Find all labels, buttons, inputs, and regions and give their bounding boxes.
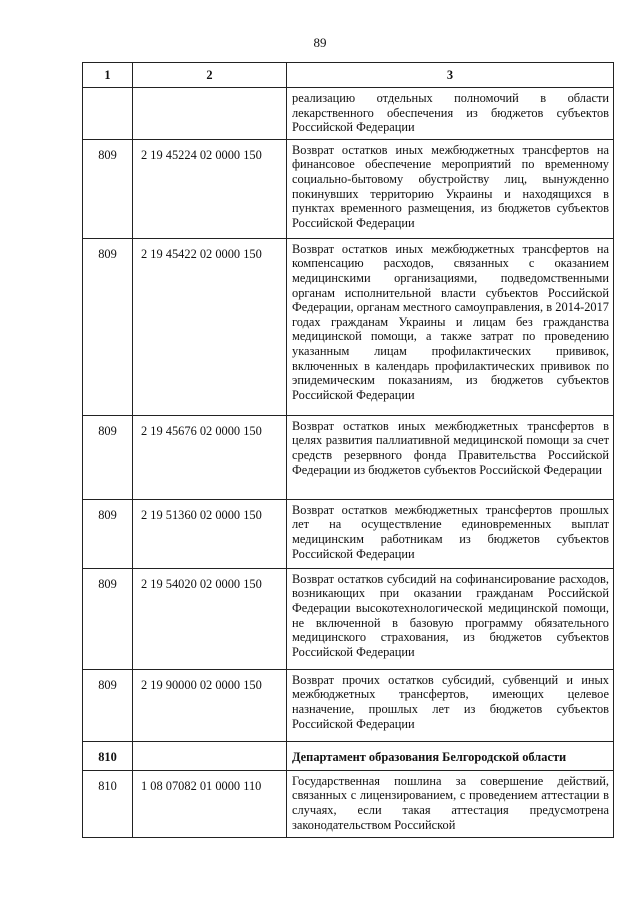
row-budget-code: 2 19 45422 02 0000 150 [133,238,287,415]
row-description: Государственная пошлина за совершение действий, связанных с лицензированием, с проведением аттестации в случаях, если такая аттестация предусмотрена законодательством Российской [287,770,614,837]
row-description: Возврат остатков иных межбюджетных трансфертов в целях развития паллиативной медицинской помощи за счет средств резервного фонда Правительства Российской Федерации из бюджетов субъектов Российской Федерации [287,415,614,499]
row-budget-code [133,741,287,770]
row-description: Возврат остатков межбюджетных трансфертов прошлых лет на осуществление единовременных выплат медицинским работникам из бюджетов субъектов Российской Федерации [287,499,614,568]
table-row [83,741,614,770]
row-budget-code: 2 19 51360 02 0000 150 [133,499,287,568]
row-description: Возврат остатков иных межбюджетных трансфертов на компенсацию расходов, связанных с оказанием медицинскими организациями, подведомственными органам исполнительной власти субъектов Российской Федерации, органам местного самоуправления, в 2014-2017 годах гражданам Украины и лицам без гражданства медицинской помощи, а также затрат по проведению указанным лицам профилактических прививок, включенных в календарь профилактических прививок по эпидемическим показаниям, из бюджетов субъектов Российской Федерации [287,238,614,415]
row-description: Возврат прочих остатков субсидий, субвенций и иных межбюджетных трансфертов, имеющих целевое назначение, прошлых лет из бюджетов субъектов Российской Федерации [287,669,614,741]
table-row [83,499,614,568]
table-row [83,669,614,741]
column-header-1: 1 [83,63,133,88]
row-admin-code [83,88,133,140]
row-description: реализацию отдельных полномочий в области лекарственного обеспечения из бюджетов субъектов Российской Федерации [287,88,614,140]
row-budget-code [133,88,287,140]
row-budget-code: 1 08 07082 01 0000 110 [133,770,287,837]
table-row [83,568,614,669]
budget-classification-table [82,62,614,838]
row-admin-code: 809 [83,415,133,499]
row-admin-code: 809 [83,499,133,568]
row-budget-code: 2 19 45224 02 0000 150 [133,139,287,238]
table-row [83,139,614,238]
table-header-row [83,63,614,88]
row-budget-code: 2 19 54020 02 0000 150 [133,568,287,669]
row-admin-code: 809 [83,568,133,669]
row-budget-code: 2 19 90000 02 0000 150 [133,669,287,741]
table-row [83,415,614,499]
table-body [83,88,614,838]
row-admin-code: 809 [83,669,133,741]
row-admin-code: 810 [83,770,133,837]
row-admin-code: 809 [83,139,133,238]
table-row [83,238,614,415]
column-header-2: 2 [133,63,287,88]
table-row [83,770,614,837]
row-description: Возврат остатков субсидий на софинансирование расходов, возникающих при оказании гражданам Российской Федерации высокотехнологической медицинской помощи, не включенной в базовую программу обязательного медицинского страхования, из бюджетов субъектов Российской Федерации [287,568,614,669]
page-number: 89 [313,35,327,50]
row-description: Возврат остатков иных межбюджетных трансфертов на финансовое обеспечение мероприятий по временному социально-бытовому обустройству лиц, вынужденно покинувших территорию Украины и находящихся в пунктах временного размещения, из бюджетов субъектов Российской Федерации [287,139,614,238]
column-header-3: 3 [287,63,614,88]
row-description: Департамент образования Белгородской области [287,741,614,770]
row-admin-code: 809 [83,238,133,415]
table-row [83,88,614,140]
row-budget-code: 2 19 45676 02 0000 150 [133,415,287,499]
row-admin-code: 810 [83,741,133,770]
